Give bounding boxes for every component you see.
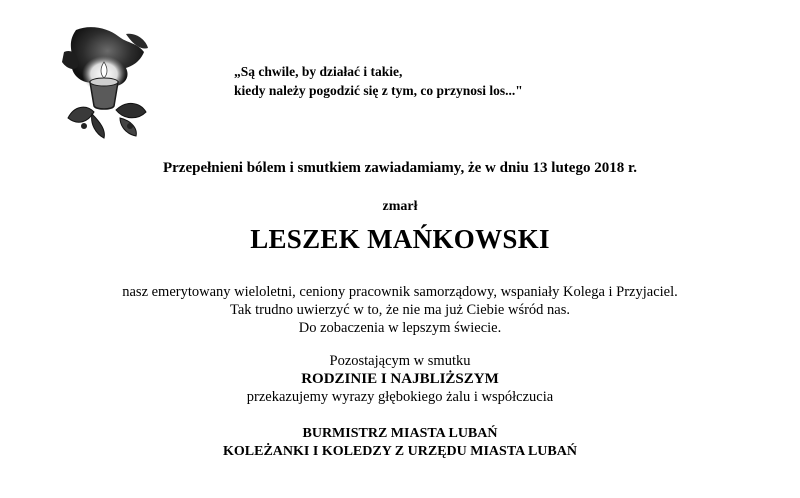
candle-icon (56, 22, 152, 140)
announcement-text: Przepełnieni bólem i smutkiem zawiadamiamy, że w dniu 13 lutego 2018 r. (162, 160, 637, 176)
motto-line-2: kiedy należy pogodzić się z tym, co przynosi los..." (234, 83, 523, 98)
motto-line-1: „Są chwile, by działać i takie, (234, 64, 403, 79)
signatory-2: KOLEŻANKI I KOLEDZY Z URZĘDU MIASTA LUBAŃ (223, 444, 577, 459)
description-block (0, 283, 800, 337)
signatories-block (0, 425, 800, 461)
signatory-1: BURMISTRZ MIASTA LUBAŃ (302, 426, 498, 441)
condolences-message: przekazujemy wyrazy głębokiego żalu i współczucia (246, 389, 554, 405)
description-line-1: nasz emerytowany wieloletni, ceniony pracownik samorządowy, wspaniały Kolega i Przyjaciel. (122, 284, 678, 300)
description-line-2: Tak trudno uwierzyć w to, że nie ma już Ciebie wśród nas. (229, 302, 571, 318)
condolences-intro: Pozostającym w smutku (329, 353, 471, 369)
condolences-block (0, 352, 800, 406)
description-line-3: Do zobaczenia w lepszym świecie. (298, 320, 502, 336)
died-label: zmarł (382, 199, 418, 214)
condolences-recipients: RODZINIE I NAJBLIŻSZYM (301, 371, 499, 387)
deceased-name: LESZEK MAŃKOWSKI (250, 224, 550, 254)
motto-quote (234, 62, 654, 100)
